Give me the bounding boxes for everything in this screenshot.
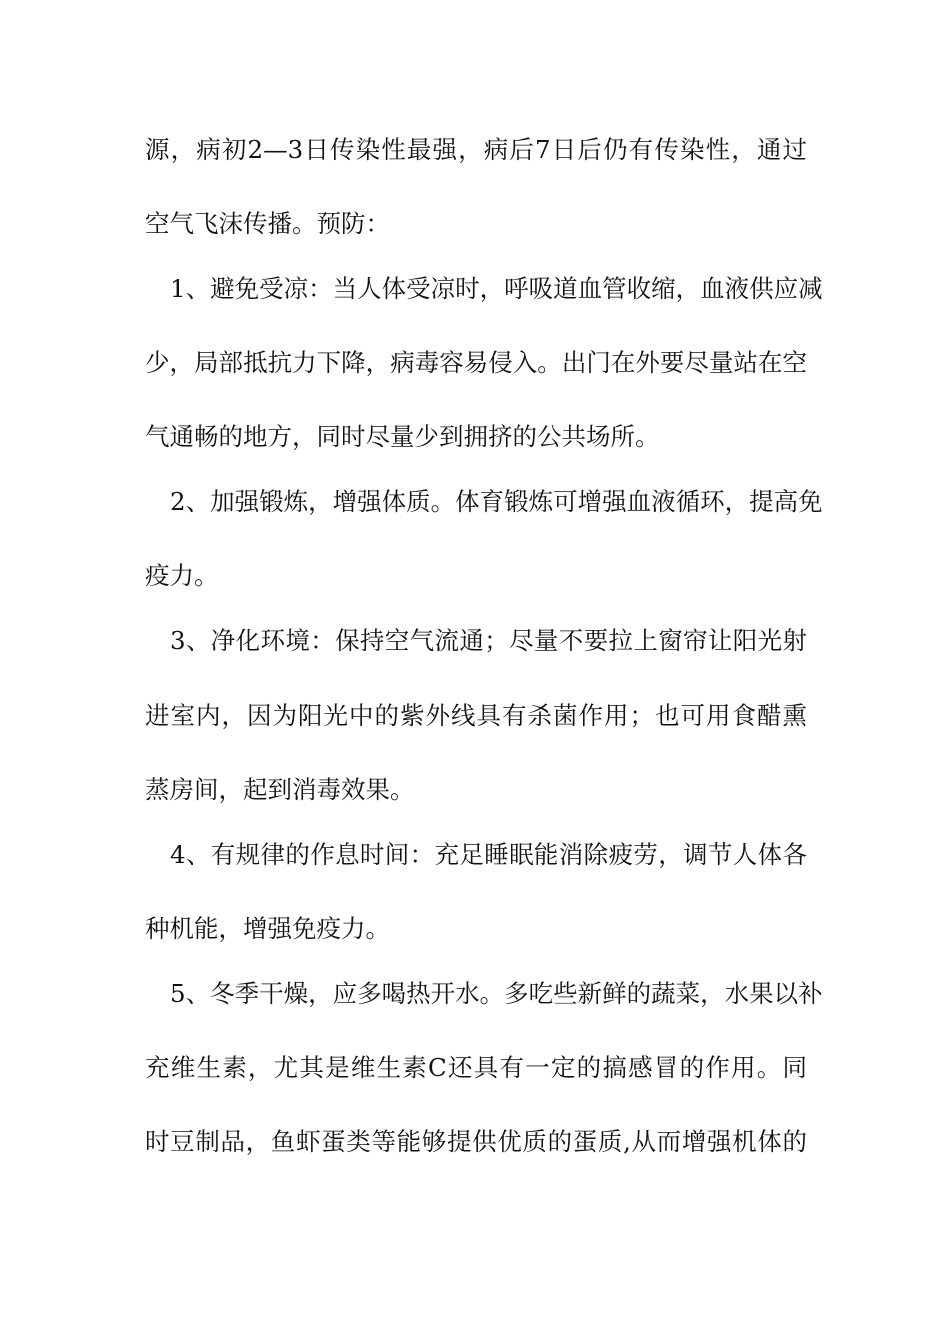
paragraph-line: 4、有规律的作息时间：充足睡眠能消除疲劳，调节人体各 [170, 840, 807, 869]
paragraph-line: 时豆制品，鱼虾蛋类等能够提供优质的蛋质,从而增强机体的 [145, 1127, 807, 1156]
paragraph-line: 种机能，增强免疫力。 [145, 914, 390, 943]
paragraph-line: 3、净化环境：保持空气流通；尽量不要拉上窗帘让阳光射 [170, 626, 807, 655]
paragraph-line: 1、避免受凉：当人体受凉时，呼吸道血管收缩，血液供应减 [170, 274, 823, 303]
paragraph-line: 气通畅的地方，同时尽量少到拥挤的公共场所。 [145, 422, 660, 451]
paragraph-line: 蒸房间，起到消毒效果。 [145, 775, 415, 804]
paragraph-line: 5、冬季干燥，应多喝热开水。多吃些新鲜的蔬菜，水果以补 [170, 979, 823, 1008]
paragraph-line: 源，病初2—3日传染性最强，病后7日后仍有传染性，通过 [145, 135, 807, 164]
paragraph-line: 2、加强锻炼，增强体质。体育锻炼可增强血液循环，提高免 [170, 487, 823, 516]
paragraph-line: 空气飞沫传播。预防： [145, 209, 390, 238]
paragraph-line: 进室内，因为阳光中的紫外线具有杀菌作用；也可用食醋熏 [145, 701, 807, 730]
paragraph-line: 充维生素，尤其是维生素C还具有一定的搞感冒的作用。同 [145, 1053, 807, 1082]
paragraph-line: 疫力。 [145, 561, 219, 590]
paragraph-line: 少，局部抵抗力下降，病毒容易侵入。出门在外要尽量站在空 [145, 348, 807, 377]
